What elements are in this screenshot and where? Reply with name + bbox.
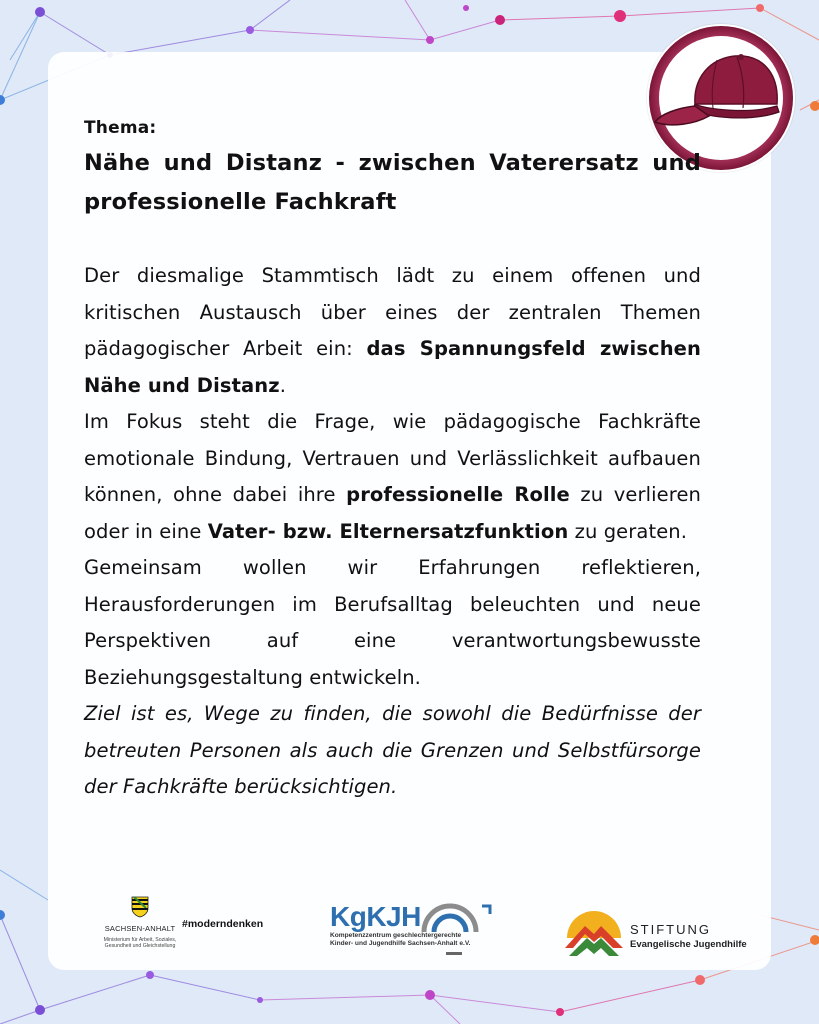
paragraph-together-line3: Beziehungsgestaltung entwickeln. [84,665,421,689]
page-title: Nähe und Distanz - zwischen Vaterersatz und professionelle Fachkraft [84,150,701,215]
sachsen-anhalt-logo [100,896,180,949]
mountain-sun-icon [563,904,625,960]
kgkjh-bar [446,952,462,955]
kgkjh-logo [330,902,500,955]
emphasis-text: Vater- bzw. Elternersatzfunktion [207,519,569,543]
paragraph-goal: Ziel ist es, Wege zu finden, die sowohl die Bedürfnisse der betreuten Personen als auch die Grenzen und Selbstfürsorge der Fachkräfte berücksichtigen. [84,702,701,798]
paragraph-text: zu geraten. [568,519,688,543]
main-content [84,118,701,806]
kgkjh-line2: Kinder- und Jugendhilfe Sachsen-Anhalt e.V. [330,940,471,947]
sachsen-anhalt-name: SACHSEN-ANHALT [104,924,176,933]
kgkjh-line1: Kompetenzzentrum geschlechtergerechte [330,932,462,939]
paragraph-text: Im Fokus steht die Frage, wie pädagogische Fachkräfte emotionale Bindung, Vertrauen und Verlässlichkeit aufbauen können, ohne dabei ihre [84,410,701,506]
emphasis-text: professionelle Rolle [346,483,570,506]
stiftung-label: STIFTUNG [630,922,711,937]
arc-icon [416,902,496,936]
paragraph-text: zu verlieren oder in eine [84,483,702,543]
hashtag-text: #moderndenken [182,918,264,930]
stiftung-name: Evangelische Jugendhilfe [630,939,747,950]
paragraph-text: . [279,373,286,397]
paragraph-focus [84,404,701,550]
paragraph-together-line1: Gemeinsam wollen wir Erfahrungen reflektieren, Herausforderungen im Berufsalltag beleuchten und neue [84,556,701,616]
paragraph-together-line2: Perspektiven auf eine verantwortungsbewusste [84,629,701,652]
description-body [84,258,701,806]
ministry-name: Ministerium für Arbeit, Soziales, Gesundheit und Gleichstellung [103,937,177,949]
coat-of-arms-icon [131,896,149,918]
stiftung-logo [563,904,763,964]
emphasis-text: das Spannungsfeld zwischen Nähe und Distanz [84,337,701,397]
kgkjh-brand: KgKJH [330,901,421,932]
topic-label: Thema: [84,118,157,138]
footer-logos [48,890,771,970]
paragraph-intro [84,258,701,404]
paragraph-text: Der diesmalige Stammtisch lädt zu einem offenen und kritischen Austausch über eines der zentralen Themen pädagogischer Arbeit ein: [84,264,701,360]
